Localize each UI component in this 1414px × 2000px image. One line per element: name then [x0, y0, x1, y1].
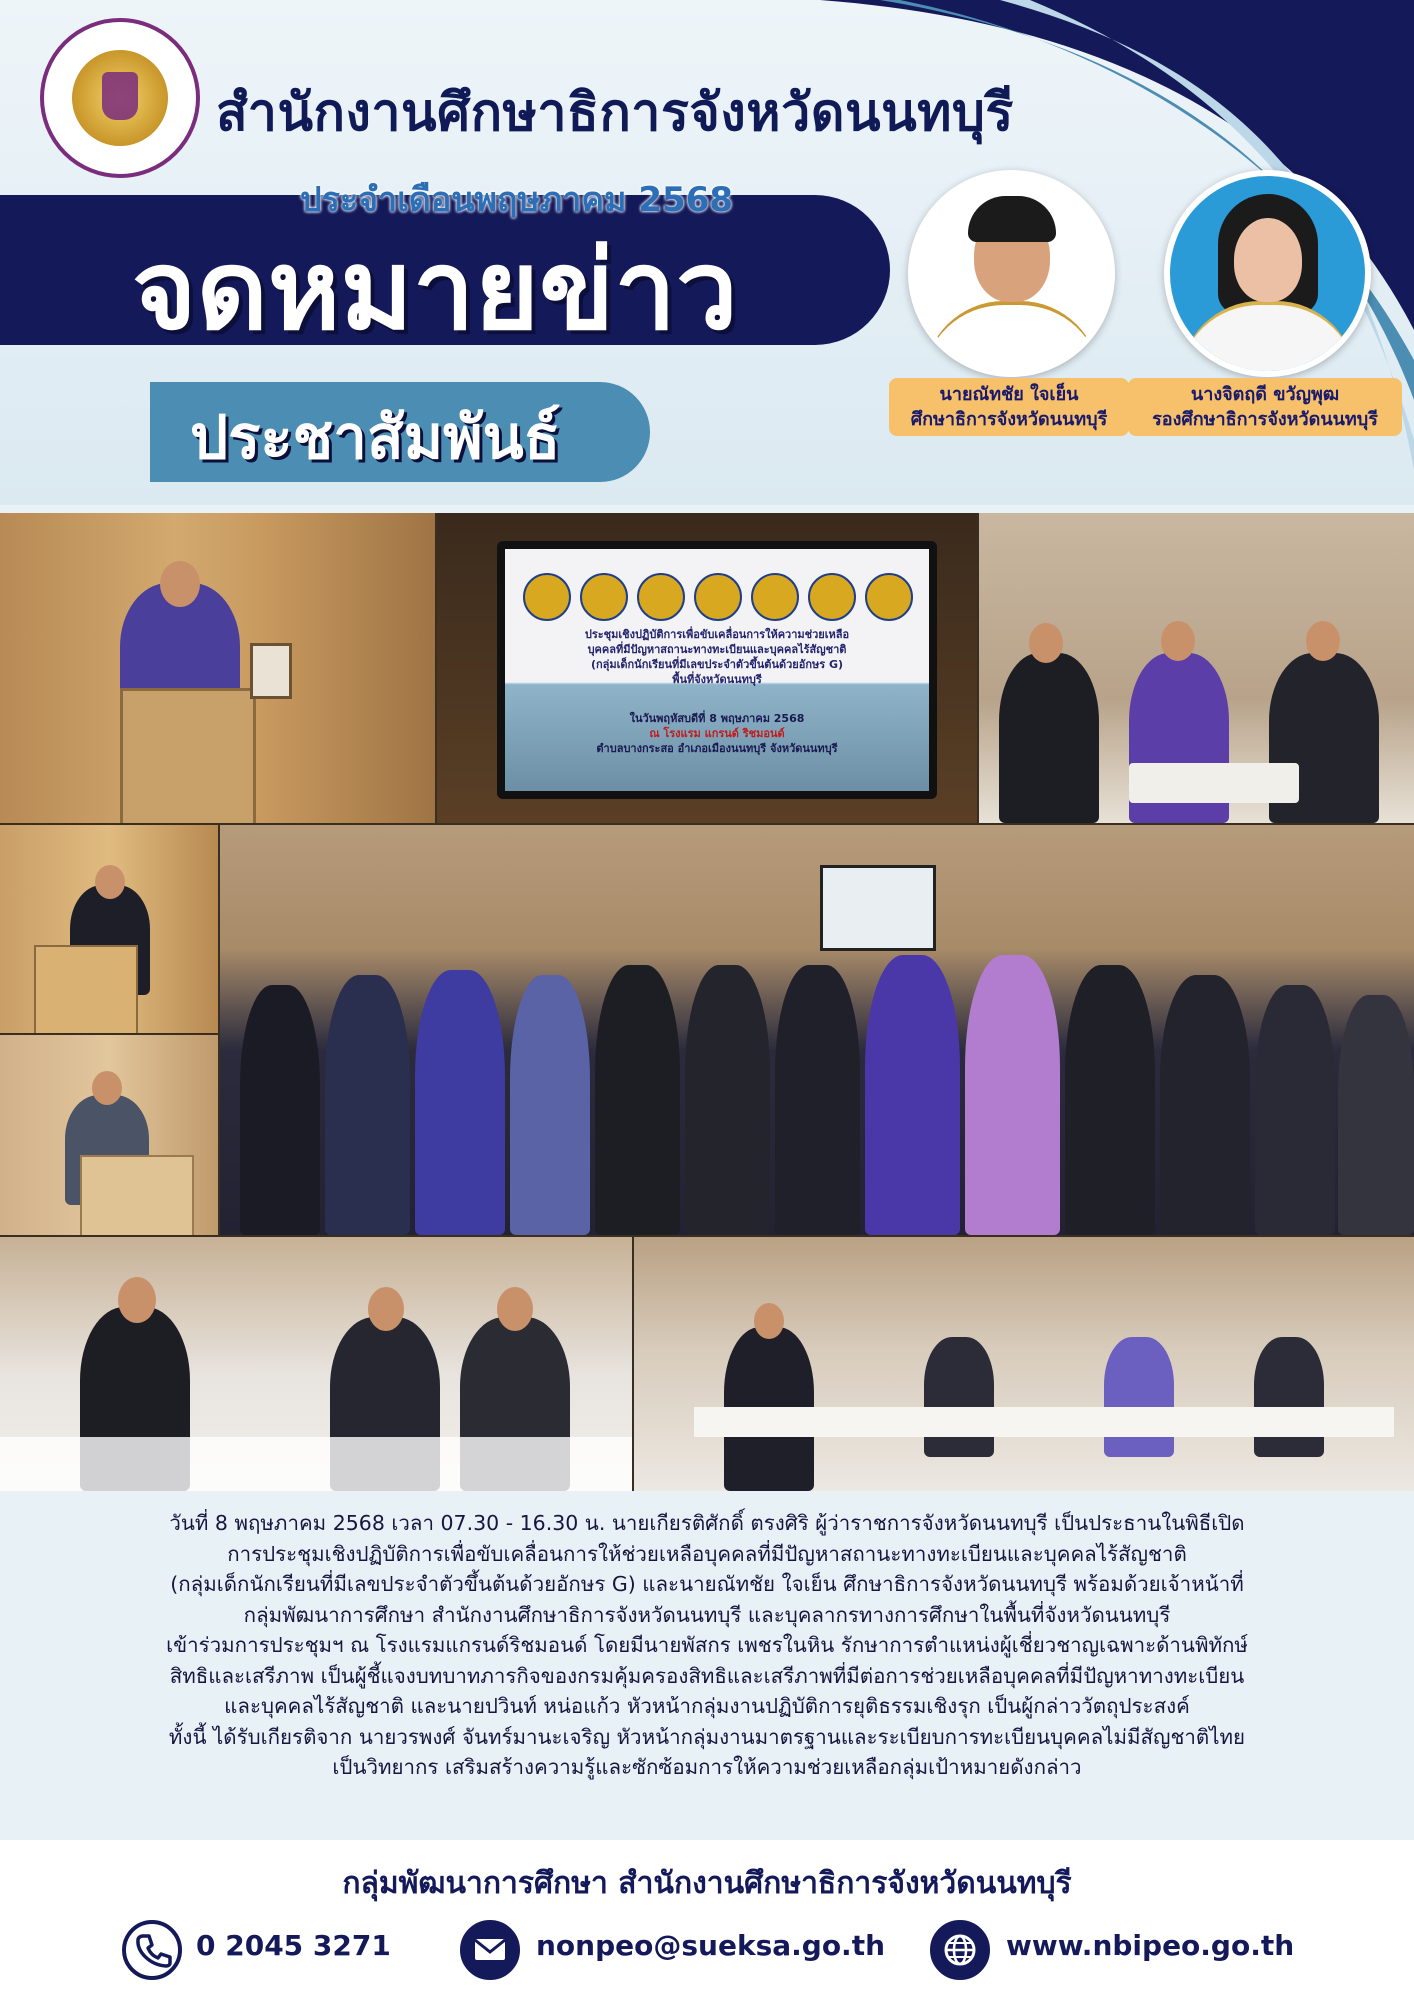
photo-seated-officials	[979, 513, 1414, 823]
globe-icon	[930, 1920, 990, 1980]
office-seal-logo	[40, 18, 200, 178]
article-line: ทั้งนี้ ได้รับเกียรติจาก นายวรพงศ์ จันทร์มานะเจริญ หัวหน้ากลุ่มงานมาตรฐานและระเบียบการทะเบียนบุคคลไม่มีสัญชาติไทย	[168, 1724, 1246, 1749]
article-line: สิทธิและเสรีภาพ เป็นผู้ชี้แจงบทบาทภารกิจของกรมคุ้มครองสิทธิและเสรีภาพที่มีต่อการช่วยเหลือบุคคลที่มีปัญหาทางทะเบียน	[169, 1663, 1245, 1688]
photo-participants-table-1	[0, 1237, 632, 1491]
article-line: กลุ่มพัฒนาการศึกษา สำนักงานศึกษาธิการจังหวัดนนทบุรี และบุคลากรทางการศึกษาในพื้นที่จังหวัดนนทบุรี	[243, 1602, 1171, 1627]
agency-logo-icon	[637, 573, 685, 621]
website-url[interactable]: www.nbipeo.go.th	[1006, 1929, 1295, 1962]
article-line: (กลุ่มเด็กนักเรียนที่มีเลขประจำตัวขึ้นต้นด้วยอักษร G) และนายณัทชัย ใจเย็น ศึกษาธิการจังหวัดนนทบุรี พร้อมด้วยเจ้าหน้าที่	[170, 1572, 1244, 1596]
agency-logo-icon	[580, 573, 628, 621]
official-name: นางจิตฤดี ขวัญพุฒ	[1190, 384, 1340, 405]
screen-slide-text: ประชุมเชิงปฏิบัติการเพื่อขับเคลื่อนการให้ความช่วยเหลือ บุคคลที่มีปัญหาสถานะทางทะเบียนและบุคคลไร้สัญชาติ (กลุ่มเด็กนักเรียนที่มีเลขประจำตัวขึ้นต้นด้วยอักษร G) พื้นที่จังหวัดนนทบุรี ในวันพฤหัสบดีที่ 8 พฤษภาคม 2568 ณ โรงแรม แกรนด์ ริชมอนด์ ตำบลบางกระสอ อำเภอเมืองนนทบุรี จังหวัดนนทบุรี	[584, 628, 850, 755]
coffee-table	[1129, 763, 1299, 803]
photo-speaker-podium-2	[0, 825, 218, 1033]
photo-governor-speaking	[0, 513, 435, 823]
podium	[120, 688, 256, 823]
official-position: รองศึกษาธิการจังหวัดนนทบุรี	[1152, 409, 1378, 430]
official-position: ศึกษาธิการจังหวัดนนทบุรี	[910, 409, 1108, 430]
conference-table	[694, 1407, 1394, 1437]
article-line: การประชุมเชิงปฏิบัติการเพื่อขับเคลื่อนการให้ช่วยเหลือบุคคลที่มีปัญหาสถานะทางทะเบียนและบุคคลไร้สัญชาติ	[227, 1541, 1187, 1566]
newsletter-title: จดหมายข่าว	[132, 226, 738, 354]
podium	[34, 945, 138, 1033]
podium	[80, 1155, 194, 1235]
article-line: และบุคคลไร้สัญชาติ และนายปวินท์ หน่อแก้ว หัวหน้ากลุ่มงานปฏิบัติการยุติธรรมเชิงรุก เป็นผู้กล่าววัตถุประสงค์	[224, 1694, 1190, 1718]
official-portrait-1	[908, 170, 1115, 377]
newsletter-header	[0, 0, 1414, 505]
issue-month: ประจำเดือนพฤษภาคม 2568	[300, 180, 734, 220]
screen-logo-row	[523, 573, 913, 619]
email-icon	[460, 1920, 520, 1980]
photo-speaker-podium-3	[0, 1035, 218, 1235]
newsletter-subtitle: ประชาสัมพันธ์	[190, 403, 561, 473]
agency-logo-icon	[865, 573, 913, 621]
office-name-title: สำนักงานศึกษาธิการจังหวัดนนทบุรี	[216, 83, 1014, 143]
agency-logo-icon	[694, 573, 742, 621]
footer-department: กลุ่มพัฒนาการศึกษา สำนักงานศึกษาธิการจังหวัดนนทบุรี	[342, 1866, 1072, 1901]
agency-logo-icon	[751, 573, 799, 621]
small-screen	[820, 865, 936, 951]
article-line: เป็นวิทยากร เสริมสร้างความรู้และซักซ้อมการให้ความช่วยเหลือกลุ่มเป้าหมายดังกล่าว	[332, 1755, 1082, 1779]
wall-frame	[250, 643, 292, 699]
photo-group-participants	[220, 825, 1414, 1235]
seal-emblem-icon	[72, 50, 168, 146]
article-line: วันที่ 8 พฤษภาคม 2568 เวลา 07.30 - 16.30 น. นายเกียรติศักดิ์ ตรงศิริ ผู้ว่าราชการจังหวัดนนทบุรี เป็นประธานในพิธีเปิด	[169, 1511, 1245, 1535]
article-body	[40, 1508, 1374, 1783]
event-photo-collage	[0, 513, 1414, 1491]
email-address[interactable]: nonpeo@sueksa.go.th	[536, 1929, 886, 1962]
agency-logo-icon	[523, 573, 571, 621]
photo-participants-table-2	[634, 1237, 1414, 1491]
article-line: เข้าร่วมการประชุมฯ ณ โรงแรมแกรนด์ริชมอนด์ โดยมีนายพัสกร เพชรในหิน รักษาการตำแหน่งผู้เชี่ยวชาญเฉพาะด้านพิทักษ์	[166, 1633, 1248, 1657]
agency-logo-icon	[808, 573, 856, 621]
photo-presentation-screen	[437, 513, 977, 823]
phone-number[interactable]: 0 2045 3271	[196, 1929, 391, 1962]
conference-table	[0, 1437, 632, 1491]
official-name-tag-1	[889, 378, 1129, 436]
official-name-tag-2	[1128, 378, 1402, 436]
official-name: นายณัทชัย ใจเย็น	[939, 384, 1079, 405]
phone-icon	[122, 1920, 182, 1980]
official-portrait-2	[1164, 170, 1371, 377]
